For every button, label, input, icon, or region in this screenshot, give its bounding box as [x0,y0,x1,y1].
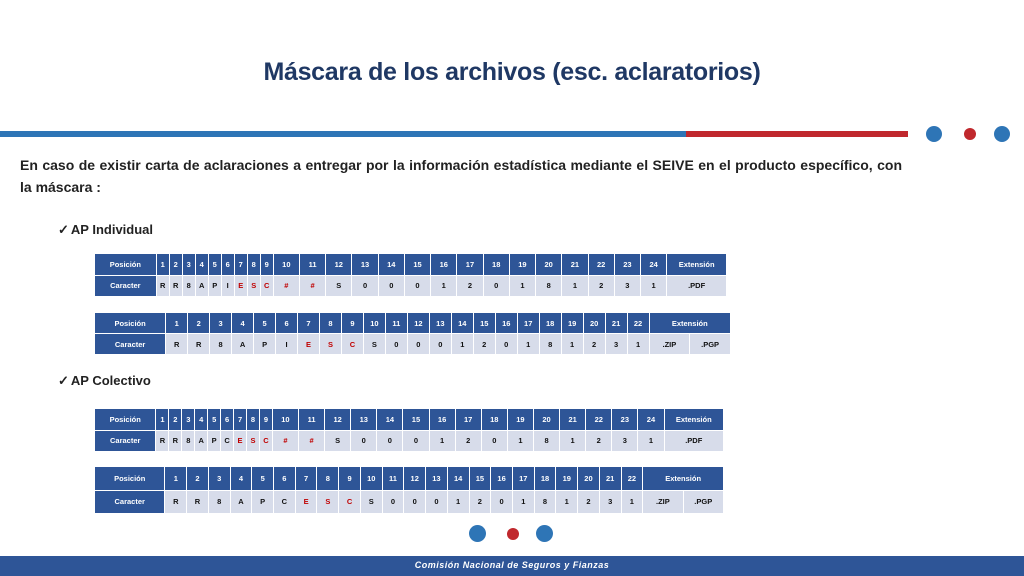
position-cell: 7 [234,254,247,276]
character-cell: # [272,430,298,452]
character-cell: P [208,430,221,452]
position-cell: 9 [259,409,272,431]
footer-text: Comisión Nacional de Seguros y Fianzas [414,560,610,570]
position-cell: 19 [509,254,535,276]
position-cell: 13 [429,313,451,334]
position-cell: 16 [495,313,517,334]
decor-dot-red [507,528,519,540]
extension-header-cell: Extensión [649,313,730,334]
header-stripe-red [686,131,908,137]
position-label-cell: Posición [95,467,165,491]
position-cell: 16 [429,409,455,431]
position-cell: 23 [612,409,638,431]
character-cell: C [260,275,273,297]
character-cell: S [247,275,260,297]
character-cell: 2 [588,275,614,297]
character-cell: S [325,430,351,452]
character-cell: S [326,275,352,297]
position-cell: 5 [208,409,221,431]
position-cell: 15 [404,254,430,276]
character-cell: 3 [612,430,638,452]
mask-table-individual-pdf [94,253,727,297]
extension-cell: .ZIP [643,490,683,514]
position-cell: 5 [208,254,221,276]
position-cell: 12 [404,467,426,491]
character-cell: R [169,430,182,452]
character-cell: P [254,334,276,355]
position-cell: 8 [320,313,342,334]
extension-header-cell: Extensión [643,467,724,491]
mask-table-colectivo-zip [94,466,724,514]
character-cell: A [195,275,208,297]
character-cell: I [276,334,298,355]
position-cell: 18 [481,409,507,431]
character-cell: R [169,275,182,297]
character-cell: 3 [599,490,621,514]
position-cell: 7 [298,313,320,334]
position-label-cell: Posición [95,254,157,276]
position-cell: 22 [627,313,649,334]
position-cell: 15 [469,467,491,491]
character-cell: 0 [483,275,509,297]
position-label-cell: Posición [95,409,156,431]
table-char-row [95,275,727,297]
position-cell: 12 [326,254,352,276]
position-cell: 12 [407,313,429,334]
position-cell: 1 [156,254,169,276]
position-cell: 3 [210,313,232,334]
table-char-row [95,334,731,355]
position-cell: 7 [234,409,247,431]
character-cell: C [221,430,234,452]
character-cell: # [299,275,325,297]
position-cell: 18 [483,254,509,276]
character-cell: 2 [473,334,495,355]
decor-dot-red [964,128,976,140]
position-cell: 24 [641,254,667,276]
character-cell: 0 [404,275,430,297]
character-cell: E [298,334,320,355]
character-cell: 2 [583,334,605,355]
section-label: AP Colectivo [70,373,151,388]
position-cell: 3 [182,409,195,431]
section-label: AP Individual [70,222,154,237]
character-cell: 0 [407,334,429,355]
character-cell: 1 [512,490,534,514]
position-cell: 10 [360,467,382,491]
position-cell: 22 [621,467,643,491]
character-cell: 2 [578,490,600,514]
mask-table-colectivo-pdf [94,408,724,452]
character-cell: 2 [469,490,491,514]
position-cell: 4 [195,254,208,276]
position-cell: 8 [247,254,260,276]
character-cell: R [156,430,169,452]
character-cell: 1 [556,490,578,514]
extension-cell: .PDF [664,430,723,452]
position-cell: 10 [272,409,298,431]
character-label-cell: Caracter [95,334,166,355]
position-cell: 6 [274,467,296,491]
character-cell: 0 [377,430,403,452]
character-cell: 1 [627,334,649,355]
character-cell: 2 [455,430,481,452]
position-cell: 4 [230,467,252,491]
position-cell: 2 [187,467,209,491]
position-cell: 1 [166,313,188,334]
position-cell: 11 [298,409,324,431]
extension-header-cell: Extensión [664,409,723,431]
position-cell: 19 [556,467,578,491]
position-cell: 9 [339,467,361,491]
character-cell: 0 [351,430,377,452]
extension-cell: .PGP [683,490,724,514]
character-cell: 2 [586,430,612,452]
character-cell: S [360,490,382,514]
position-cell: 16 [431,254,457,276]
character-cell: S [320,334,342,355]
character-cell: 1 [509,275,535,297]
position-cell: 16 [491,467,513,491]
footer-bar [0,556,1024,576]
character-cell: A [232,334,254,355]
decor-dot-blue [469,525,486,542]
position-cell: 15 [473,313,495,334]
position-cell: 2 [188,313,210,334]
character-cell: 0 [404,490,426,514]
character-cell: R [166,334,188,355]
character-cell: 0 [378,275,404,297]
decor-dot-blue [994,126,1010,142]
table-char-row [95,490,724,514]
character-cell: 1 [621,490,643,514]
character-cell: R [188,334,210,355]
character-cell: 2 [457,275,483,297]
position-cell: 11 [299,254,325,276]
position-cell: 14 [447,467,469,491]
character-cell: P [208,275,221,297]
character-cell: 3 [605,334,627,355]
position-cell: 5 [254,313,276,334]
character-cell: 8 [536,275,562,297]
character-label-cell: Caracter [95,430,156,452]
character-cell: R [156,275,169,297]
extension-cell: .PGP [690,334,731,355]
character-cell: E [234,430,247,452]
character-cell: 1 [451,334,473,355]
character-cell: 0 [426,490,448,514]
position-cell: 22 [586,409,612,431]
character-cell: 8 [208,490,230,514]
checkmark-icon: ✓ [58,373,69,388]
character-cell: E [295,490,317,514]
extension-cell: .ZIP [649,334,690,355]
header-stripe-blue [0,131,686,137]
position-cell: 24 [638,409,664,431]
position-cell: 3 [208,467,230,491]
position-cell: 6 [276,313,298,334]
character-cell: 8 [539,334,561,355]
table-header-row [95,313,731,334]
table-header-row [95,467,724,491]
position-cell: 19 [507,409,533,431]
character-cell: 1 [517,334,539,355]
section-ap-individual [58,222,153,238]
character-cell: C [274,490,296,514]
character-cell: 0 [495,334,517,355]
character-cell: C [259,430,272,452]
character-cell: 1 [447,490,469,514]
position-cell: 21 [599,467,621,491]
position-cell: 2 [169,254,182,276]
position-cell: 23 [614,254,640,276]
character-cell: S [317,490,339,514]
position-cell: 18 [534,467,556,491]
character-cell: 0 [481,430,507,452]
character-cell: 3 [614,275,640,297]
table-header-row [95,409,724,431]
position-cell: 14 [377,409,403,431]
character-cell: S [363,334,385,355]
position-cell: 9 [260,254,273,276]
position-cell: 17 [455,409,481,431]
character-label-cell: Caracter [95,490,165,514]
character-cell: A [195,430,208,452]
position-cell: 17 [517,313,539,334]
position-cell: 14 [378,254,404,276]
character-cell: 0 [403,430,429,452]
character-cell: A [230,490,252,514]
character-cell: C [341,334,363,355]
checkmark-icon: ✓ [58,222,69,237]
position-label-cell: Posición [95,313,166,334]
position-cell: 11 [385,313,407,334]
position-cell: 21 [560,409,586,431]
character-cell: # [298,430,324,452]
position-cell: 14 [451,313,473,334]
position-cell: 17 [457,254,483,276]
character-cell: 0 [382,490,404,514]
position-cell: 3 [182,254,195,276]
position-cell: 5 [252,467,274,491]
character-cell: 1 [507,430,533,452]
slide-title: Máscara de los archivos (esc. aclaratorios) [263,58,761,86]
character-label-cell: Caracter [95,275,157,297]
position-cell: 13 [351,409,377,431]
section-ap-colectivo [58,373,151,389]
position-cell: 20 [536,254,562,276]
character-cell: I [221,275,234,297]
decor-dot-blue [926,126,942,142]
position-cell: 8 [247,409,260,431]
character-cell: 8 [182,430,195,452]
position-cell: 15 [403,409,429,431]
character-cell: 0 [429,334,451,355]
character-cell: 1 [562,275,588,297]
character-cell: 1 [561,334,583,355]
position-cell: 12 [325,409,351,431]
position-cell: 10 [363,313,385,334]
character-cell: S [247,430,260,452]
position-cell: 10 [273,254,299,276]
position-cell: 18 [539,313,561,334]
position-cell: 21 [605,313,627,334]
position-cell: 22 [588,254,614,276]
character-cell: 1 [641,275,667,297]
position-cell: 11 [382,467,404,491]
character-cell: 0 [352,275,378,297]
position-cell: 13 [426,467,448,491]
mask-table-individual-zip [94,312,731,355]
position-cell: 4 [195,409,208,431]
character-cell: 1 [560,430,586,452]
character-cell: 8 [182,275,195,297]
character-cell: 0 [491,490,513,514]
position-cell: 20 [583,313,605,334]
character-cell: C [339,490,361,514]
table-char-row [95,430,724,452]
position-cell: 6 [221,254,234,276]
position-cell: 1 [165,467,187,491]
position-cell: 20 [578,467,600,491]
extension-cell: .PDF [667,275,727,297]
position-cell: 7 [295,467,317,491]
position-cell: 8 [317,467,339,491]
position-cell: 9 [341,313,363,334]
position-cell: 4 [232,313,254,334]
character-cell: 8 [533,430,559,452]
position-cell: 17 [512,467,534,491]
character-cell: P [252,490,274,514]
character-cell: R [165,490,187,514]
position-cell: 20 [533,409,559,431]
character-cell: 1 [431,275,457,297]
position-cell: 2 [169,409,182,431]
character-cell: 8 [210,334,232,355]
character-cell: R [187,490,209,514]
table-header-row [95,254,727,276]
position-cell: 6 [221,409,234,431]
character-cell: E [234,275,247,297]
character-cell: 0 [385,334,407,355]
extension-header-cell: Extensión [667,254,727,276]
position-cell: 1 [156,409,169,431]
decor-dot-blue [536,525,553,542]
position-cell: 19 [561,313,583,334]
intro-text: En caso de existir carta de aclaraciones a entregar por la información estadística mediante el SEIVE en el producto específico, con la máscara : [20,157,902,195]
character-cell: 1 [429,430,455,452]
character-cell: # [273,275,299,297]
character-cell: 1 [638,430,664,452]
character-cell: 8 [534,490,556,514]
position-cell: 13 [352,254,378,276]
position-cell: 21 [562,254,588,276]
